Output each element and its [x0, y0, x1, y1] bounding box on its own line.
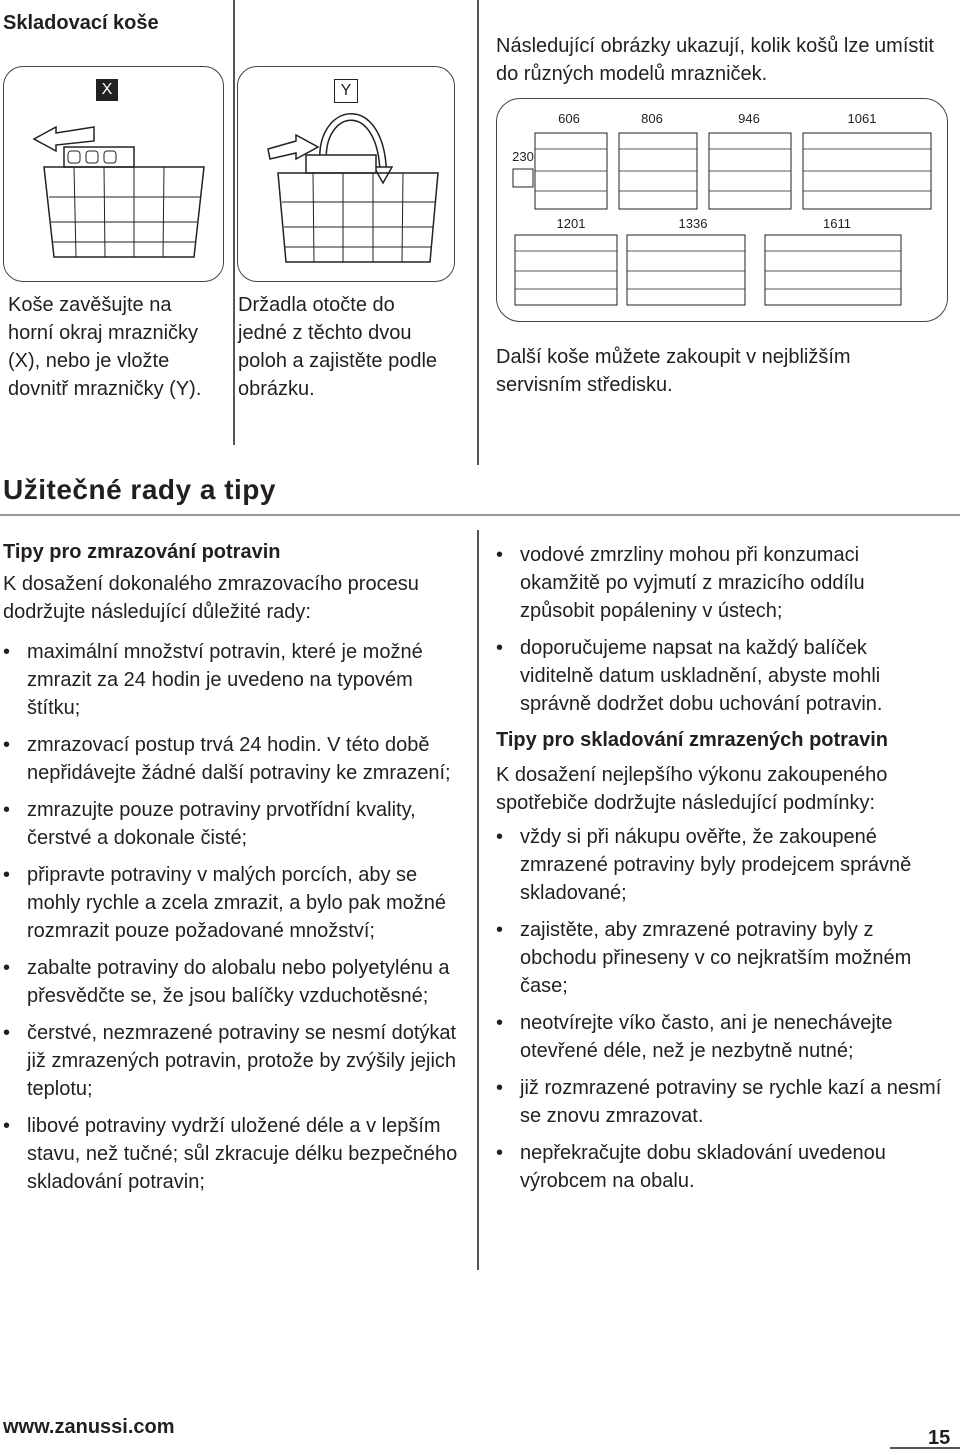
model-width-1201: 1201	[556, 216, 586, 231]
list-item: • již rozmrazené potraviny se rychle kazí a nesmí se znovu zmrazovat.	[496, 1074, 943, 1130]
list-item: • maximální množství potravin, které je možné zmrazit za 24 hodin je uvedeno na typovém štítku;	[3, 638, 460, 722]
list-item: • neotvírejte víko často, ani je nenechávejte otevřené déle, než je nezbytně nutné;	[496, 1009, 943, 1065]
rotate-handle-icon	[238, 67, 454, 281]
list-item: • zmrazujte pouze potraviny prvotřídní kvality, čerstvé a dokonale čisté;	[3, 796, 460, 852]
freezer-models-diagram	[496, 98, 948, 322]
model-width-230: 230	[512, 149, 534, 164]
model-width-806: 806	[641, 111, 663, 126]
column-divider-bottom	[477, 530, 479, 1270]
list-item: • vodové zmrzliny mohou při konzumaci okamžitě po vyjmutí z mrazicího oddílu způsobit popáleniny v ústech;	[496, 541, 943, 625]
freezing-tips-list	[3, 638, 460, 1205]
list-item: • připravte potraviny v malých porcích, aby se mohly rychle a zcela zmrazit, a bylo pak možné rozmrazit pouze požadované množství;	[3, 861, 460, 945]
footer-website-link[interactable]: www.zanussi.com	[3, 1416, 175, 1438]
caption-rotate-handles: Držadla otočte do jedné z těchto dvou poloh a zajistěte podle obrázku.	[238, 294, 438, 400]
panel-x-tag: X	[96, 79, 118, 101]
basket-inside-illustration	[237, 66, 455, 282]
storage-tips-list	[496, 823, 943, 1204]
basket-intro-text: Následující obrázky ukazují, kolik košů lze umístit do různých modelů mrazniček.	[496, 35, 934, 85]
panel-y-tag: Y	[334, 79, 358, 103]
freezing-tips-list-continued	[496, 541, 943, 727]
hanging-basket-icon	[4, 67, 223, 281]
model-width-606: 606	[558, 111, 580, 126]
freezing-intro: K dosažení dokonalého zmrazovacího procesu dodržujte následující důležité rady:	[3, 573, 419, 623]
model-width-946: 946	[738, 111, 760, 126]
caption-hang-basket: Koše zavěšujte na horní okraj mrazničky (X), nebo je vložte dovnitř mrazničky (Y).	[8, 294, 202, 400]
freezing-tips-title: Tipy pro zmrazování potravin	[3, 541, 281, 563]
storage-tips-title: Tipy pro skladování zmrazených potravin	[496, 729, 888, 751]
column-divider-top-left	[233, 0, 235, 445]
list-item: • zabalte potraviny do alobalu nebo polyetylénu a přesvědčte se, že jsou balíčky vzduchotěsné;	[3, 954, 460, 1010]
list-item: • libové potraviny vydrží uložené déle a v lepším stavu, než tučné; sůl zkracuje délku bezpečného skladování potravin;	[3, 1112, 460, 1196]
list-item: • vždy si při nákupu ověřte, že zakoupené zmrazené potraviny byly prodejcem správně skladované;	[496, 823, 943, 907]
section-title: Užitečné rady a tipy	[3, 474, 276, 505]
basket-hanging-illustration	[3, 66, 224, 282]
list-item: • doporučujeme napsat na každý balíček viditelně datum uskladnění, abyste mohli správně dodržet dobu uchování potravin.	[496, 634, 943, 718]
list-item: • zajistěte, aby zmrazené potraviny byly z obchodu přineseny v co nejkratším možném čase;	[496, 916, 943, 1000]
storage-intro: K dosažení nejlepšího výkonu zakoupeného spotřebiče dodržujte následující podmínky:	[496, 764, 888, 814]
basket-heading: Skladovací koše	[3, 12, 159, 34]
list-item: • čerstvé, nezmrazené potraviny se nesmí dotýkat již zmrazených potravin, protože by zvýšily jejich teplotu;	[3, 1019, 460, 1103]
model-width-1061: 1061	[847, 111, 877, 126]
list-item: • nepřekračujte dobu skladování uvedenou výrobcem na obalu.	[496, 1139, 943, 1195]
section-rule	[0, 514, 960, 516]
freezer-models-icon	[497, 99, 947, 321]
list-item: • zmrazovací postup trvá 24 hodin. V této době nepřidávejte žádné další potraviny ke zmrazení;	[3, 731, 460, 787]
model-width-1611: 1611	[823, 216, 851, 231]
caption-buy-baskets: Další koše můžete zakoupit v nejbližším servisním středisku.	[496, 346, 851, 396]
model-width-1336: 1336	[678, 216, 708, 231]
column-divider-top-right	[477, 0, 479, 465]
page-number: 15	[928, 1427, 951, 1449]
